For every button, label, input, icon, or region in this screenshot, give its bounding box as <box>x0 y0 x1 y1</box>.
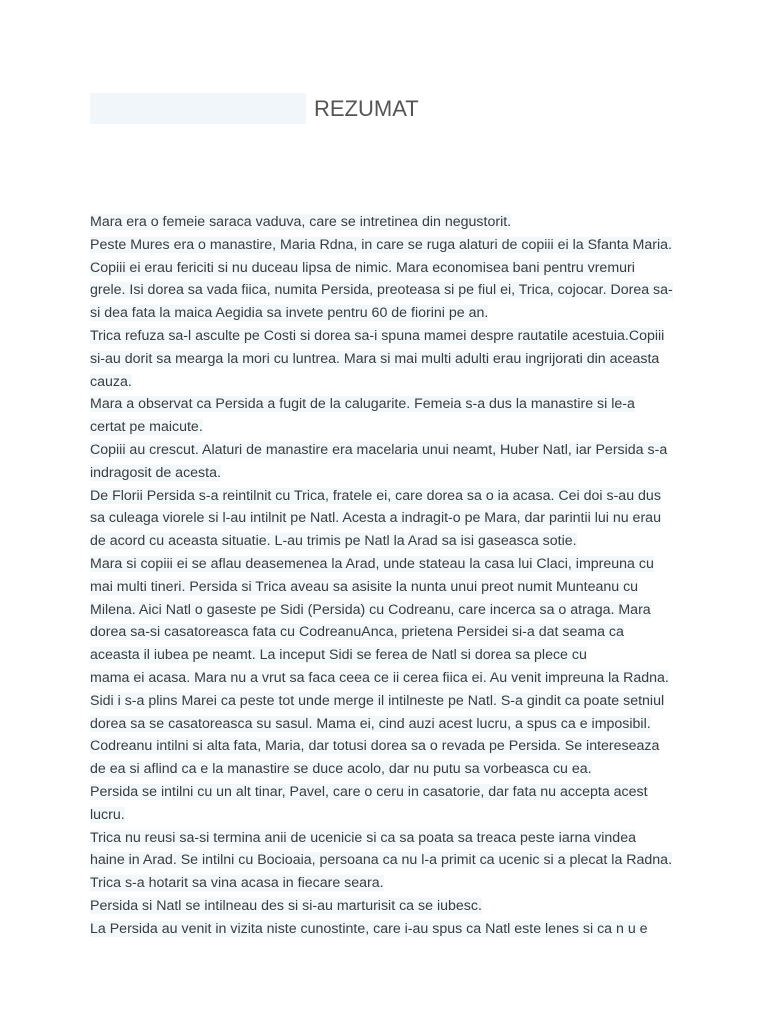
body-line-text: indragosit de acesta. <box>90 464 221 481</box>
body-line-text: Trica refuza sa-l asculte pe Costi si dorea sa-i spuna mamei despre rautatile acestuia.Copiii <box>90 327 665 344</box>
body-line <box>90 918 690 941</box>
body-line <box>90 576 690 599</box>
body-line <box>90 416 690 439</box>
body-line-text: haine in Arad. Se intilni cu Bocioaia, persoana ca nu l-a primit ca ucenic si a plecat la Radna. <box>90 852 673 869</box>
body-line <box>90 325 690 348</box>
body-line <box>90 667 690 690</box>
body-line-text: de acord cu aceasta situatie. L-au trimis pe Natl la Arad sa isi gaseasca sotie. <box>90 533 577 550</box>
body-line <box>90 758 690 781</box>
body-line <box>90 713 690 736</box>
body-line-text: dorea sa-si casatoreasca fata cu CodreanuAnca, prietena Persidei si-a dat seama ca <box>90 624 624 641</box>
body-line <box>90 804 690 827</box>
body-line-text: Trica nu reusi sa-si termina anii de ucenicie si ca sa poata sa treaca peste iarna vindea <box>90 829 636 846</box>
body-line-text: Trica s-a hotarit sa vina acasa in fiecare seara. <box>90 875 384 892</box>
body-line-text: lucru. <box>90 806 125 823</box>
body-line <box>90 644 690 667</box>
body-line-text: certat pe maicute. <box>90 419 203 436</box>
document-title: REZUMAT <box>314 96 419 121</box>
body-line-text: si dea fata la maica Aegidia sa invete pentru 60 de fiorini pe an. <box>90 305 489 322</box>
body-line-text: Peste Mures era o manastire, Maria Rdna, in care se ruga alaturi de copiii ei la Sfanta Maria. <box>90 236 672 253</box>
body-line-text: Persida se intilni cu un alt tinar, Pavel, care o ceru in casatorie, dar fata nu accepta acest <box>90 783 648 800</box>
body-line <box>90 553 690 576</box>
body-line-text: Copiii ei erau fericiti si nu duceau lipsa de nimic. Mara economisea bani pentru vremuri <box>90 259 635 276</box>
body-line <box>90 211 690 234</box>
body-line-text: grele. Isi dorea sa vada fiica, numita Persida, preoteasa si pe fiul ei, Trica, cojocar. Dorea sa- <box>90 282 673 299</box>
body-line-text: sa culeaga viorele si l-au intilnit pe Natl. Acesta a indragit-o pe Mara, dar parintii lui nu erau <box>90 510 661 527</box>
body-line-text: Mara a observat ca Persida a fugit de la calugarite. Femeia s-a dus la manastire si le-a <box>90 396 635 413</box>
body-line-text: La Persida au venit in vizita niste cunostinte, care i-au spus ca Natl este lenes si ca n u e <box>90 920 648 937</box>
body-line-text: de ea si aflind ca e la manastire se duce acolo, dar nu putu sa vorbeasca cu ea. <box>90 761 592 778</box>
body-line <box>90 279 690 302</box>
body-line-text: Mara si copiii ei se aflau deasemenea la Arad, unde stateau la casa lui Claci, impreuna cu <box>90 555 654 572</box>
body-line <box>90 439 690 462</box>
body-line <box>90 234 690 257</box>
body-line <box>90 371 690 394</box>
body-line <box>90 690 690 713</box>
body-line <box>90 781 690 804</box>
body-line-text: Codreanu intilni si alta fata, Maria, dar totusi dorea sa o revada pe Persida. Se intereseaza <box>90 738 660 755</box>
body-line-text: De Florii Persida s-a reintilnit cu Trica, fratele ei, care dorea sa o ia acasa. Cei doi s-au dus <box>90 487 661 504</box>
body-line <box>90 735 690 758</box>
body-line-text: Sidi i s-a plins Marei ca peste tot unde merge il intilneste pe Natl. S-a gindit ca poate setniul <box>90 692 665 709</box>
body-line-text: mama ei acasa. Mara nu a vrut sa faca ceea ce ii cerea fiica ei. Au venit impreuna la Radna. <box>90 669 669 686</box>
body-line <box>90 507 690 530</box>
body-line-text: cauza. <box>90 373 132 390</box>
body-line <box>90 348 690 371</box>
body-line-text: dorea sa se casatoreasca su sasul. Mama ei, cind auzi acest lucru, a spus ca e imposibil. <box>90 715 651 732</box>
document-body <box>90 211 690 941</box>
body-line <box>90 462 690 485</box>
body-line <box>90 895 690 918</box>
body-line-text: aceasta il iubea pe neamt. La inceput Sidi se ferea de Natl si dorea sa plece cu <box>90 647 587 664</box>
body-line-text: Milena. Aici Natl o gaseste pe Sidi (Persida) cu Codreanu, care incerca sa o atraga. Mara <box>90 601 651 618</box>
body-line <box>90 599 690 622</box>
body-line <box>90 849 690 872</box>
body-line <box>90 393 690 416</box>
body-line <box>90 872 690 895</box>
body-line-text: mai multi tineri. Persida si Trica aveau sa asisite la nunta unui preot numit Munteanu cu <box>90 578 639 595</box>
body-line <box>90 302 690 325</box>
body-line <box>90 530 690 553</box>
body-line-text: Mara era o femeie saraca vaduva, care se intretinea din negustorit. <box>90 214 512 230</box>
body-line-text: Persida si Natl se intilneau des si si-au marturisit ca se iubesc. <box>90 897 482 914</box>
body-line <box>90 621 690 644</box>
body-line <box>90 827 690 850</box>
body-line <box>90 257 690 280</box>
body-line-text: Copiii au crescut. Alaturi de manastire era macelaria unui neamt, Huber Natl, iar Persida s-a <box>90 441 668 458</box>
body-line <box>90 485 690 508</box>
body-line-text: si-au dorit sa mearga la mori cu luntrea. Mara si mai multi adulti erau ingrijorati din aceasta <box>90 350 660 367</box>
